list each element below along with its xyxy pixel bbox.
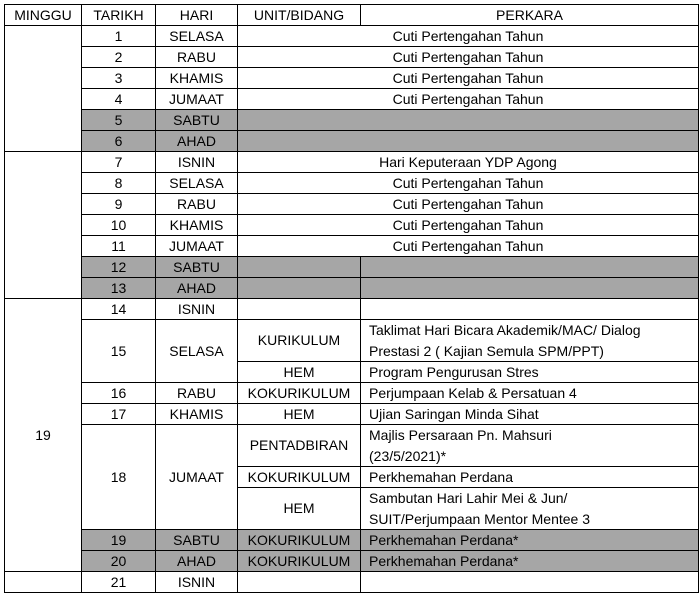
header-unit-text: UNIT/BIDANG xyxy=(253,6,345,23)
tarikh-cell-text: 13 xyxy=(110,279,127,296)
perkara-cell-text: Cuti Pertengahan Tahun xyxy=(392,237,544,254)
perkara-cell xyxy=(360,403,699,425)
tarikh-cell-text: 4 xyxy=(114,90,123,107)
hari-cell-text: AHAD xyxy=(177,279,216,296)
tarikh-cell-text: 16 xyxy=(110,384,127,401)
perkara-cell-text: Taklimat Hari Bicara Akademik/MAC/ Dialog Prestasi 2 ( Kajian Semula SPM/PPT) xyxy=(369,321,641,359)
tarikh-cell-text: 3 xyxy=(114,69,123,86)
perkara-cell xyxy=(360,382,699,404)
tarikh-cell xyxy=(81,46,156,68)
perkara-cell xyxy=(360,361,699,383)
tarikh-cell xyxy=(81,193,156,215)
hari-cell xyxy=(155,235,238,257)
week-cell-text: 19 xyxy=(35,426,51,443)
unit-cell-text: KURIKULUM xyxy=(257,332,341,348)
hari-cell xyxy=(155,382,238,404)
hari-cell xyxy=(155,172,238,194)
tarikh-cell-text: 19 xyxy=(110,531,127,548)
perkara-cell xyxy=(237,109,699,131)
hari-cell-text: AHAD xyxy=(177,552,216,569)
schedule-table xyxy=(4,4,698,604)
tarikh-cell-text: 7 xyxy=(114,153,123,170)
tarikh-cell xyxy=(81,151,156,173)
perkara-cell-text: Cuti Pertengahan Tahun xyxy=(392,27,544,44)
tarikh-cell xyxy=(81,529,156,551)
hari-cell-text: SELASA xyxy=(169,27,224,44)
perkara-cell xyxy=(237,67,699,89)
tarikh-cell xyxy=(81,277,156,299)
unit-cell xyxy=(237,424,361,467)
perkara-cell-text: Perkhemahan Perdana* xyxy=(369,552,519,569)
tarikh-cell xyxy=(81,403,156,425)
tarikh-cell-text: 21 xyxy=(110,573,127,590)
tarikh-cell xyxy=(81,256,156,278)
tarikh-cell-text: 9 xyxy=(114,195,123,212)
tarikh-cell xyxy=(81,88,156,110)
hari-cell xyxy=(155,88,238,110)
unit-cell xyxy=(237,319,361,362)
hari-cell xyxy=(155,67,238,89)
unit-cell xyxy=(237,529,361,551)
hari-cell-text: RABU xyxy=(177,48,216,65)
unit-cell-text: HEM xyxy=(283,363,315,380)
header-tarikh xyxy=(81,4,156,26)
hari-cell-text: SABTU xyxy=(173,531,220,548)
hari-cell xyxy=(155,277,238,299)
hari-cell-text: SELASA xyxy=(169,174,224,191)
perkara-cell-text: Majlis Persaraan Pn. Mahsuri (23/5/2021)* xyxy=(369,426,552,464)
perkara-cell-text: Cuti Pertengahan Tahun xyxy=(392,69,544,86)
unit-cell xyxy=(237,403,361,425)
perkara-cell xyxy=(237,46,699,68)
perkara-cell xyxy=(237,193,699,215)
hari-cell-text: AHAD xyxy=(177,132,216,149)
tarikh-cell xyxy=(81,382,156,404)
tarikh-cell-text: 1 xyxy=(114,27,123,44)
perkara-cell-text: Cuti Pertengahan Tahun xyxy=(392,48,544,65)
hari-cell xyxy=(155,403,238,425)
hari-cell-text: ISNIN xyxy=(177,300,216,317)
hari-cell xyxy=(155,298,238,320)
tarikh-cell xyxy=(81,550,156,572)
perkara-cell-text: Sambutan Hari Lahir Mei & Jun/ SUIT/Perjumpaan Mentor Mentee 3 xyxy=(369,489,590,527)
header-tarikh-text: TARIKH xyxy=(93,6,144,23)
hari-cell xyxy=(155,214,238,236)
hari-cell xyxy=(155,424,238,530)
unit-cell-text: HEM xyxy=(283,500,315,516)
tarikh-cell xyxy=(81,130,156,152)
perkara-cell-text: Cuti Pertengahan Tahun xyxy=(392,174,544,191)
header-perkara-text: PERKARA xyxy=(496,6,563,23)
hari-cell-text: SELASA xyxy=(169,342,224,359)
perkara-cell xyxy=(360,319,699,362)
tarikh-cell xyxy=(81,172,156,194)
unit-cell xyxy=(237,487,361,530)
perkara-cell-text: Program Pengurusan Stres xyxy=(369,363,539,380)
hari-cell xyxy=(155,529,238,551)
hari-cell-text: SABTU xyxy=(173,111,220,128)
hari-cell xyxy=(155,193,238,215)
perkara-cell xyxy=(360,298,699,320)
tarikh-cell-text: 12 xyxy=(110,258,127,275)
header-minggu-text: MINGGU xyxy=(14,6,72,23)
hari-cell-text: RABU xyxy=(177,195,216,212)
unit-cell xyxy=(237,550,361,572)
perkara-cell xyxy=(237,25,699,47)
hari-cell-text: JUMAAT xyxy=(169,90,224,107)
tarikh-cell-text: 20 xyxy=(110,552,127,569)
perkara-cell xyxy=(237,88,699,110)
unit-cell-text: KOKURIKULUM xyxy=(247,468,351,485)
header-hari xyxy=(155,4,238,26)
perkara-cell xyxy=(237,235,699,257)
perkara-cell xyxy=(360,277,699,299)
tarikh-cell-text: 14 xyxy=(110,300,127,317)
tarikh-cell-text: 15 xyxy=(110,342,127,359)
unit-cell-text: KOKURIKULUM xyxy=(247,384,351,401)
unit-cell xyxy=(237,256,361,278)
perkara-cell xyxy=(360,550,699,572)
hari-cell xyxy=(155,109,238,131)
tarikh-cell xyxy=(81,424,156,530)
tarikh-cell-text: 11 xyxy=(111,237,126,254)
unit-cell xyxy=(237,382,361,404)
header-perkara xyxy=(360,4,699,26)
tarikh-cell-text: 6 xyxy=(114,132,123,149)
hari-cell-text: ISNIN xyxy=(177,573,216,590)
tarikh-cell-text: 17 xyxy=(110,405,127,422)
tarikh-cell xyxy=(81,109,156,131)
perkara-cell xyxy=(237,172,699,194)
tarikh-cell-text: 2 xyxy=(114,48,123,65)
header-hari-text: HARI xyxy=(179,6,214,23)
perkara-cell-text: Cuti Pertengahan Tahun xyxy=(392,216,544,233)
tarikh-cell xyxy=(81,25,156,47)
week-cell xyxy=(4,151,82,299)
hari-cell xyxy=(155,256,238,278)
hari-cell xyxy=(155,46,238,68)
perkara-cell-text: Perkhemahan Perdana xyxy=(369,468,513,485)
perkara-cell xyxy=(360,487,699,530)
tarikh-cell xyxy=(81,298,156,320)
tarikh-cell xyxy=(81,235,156,257)
perkara-cell-text: Hari Keputeraan YDP Agong xyxy=(379,153,557,170)
perkara-cell-text: Cuti Pertengahan Tahun xyxy=(392,90,544,107)
hari-cell xyxy=(155,25,238,47)
hari-cell-text: RABU xyxy=(177,384,216,401)
unit-cell-text: HEM xyxy=(283,405,315,422)
perkara-cell-text: Perjumpaan Kelab & Persatuan 4 xyxy=(369,384,577,401)
perkara-cell xyxy=(237,151,699,173)
week-cell xyxy=(4,298,82,572)
hari-cell-text: KHAMIS xyxy=(169,405,224,422)
perkara-cell xyxy=(360,466,699,488)
hari-cell xyxy=(155,550,238,572)
hari-cell-text: JUMAAT xyxy=(169,237,224,254)
tarikh-cell xyxy=(81,319,156,383)
tarikh-cell-text: 5 xyxy=(114,111,123,128)
perkara-cell xyxy=(360,256,699,278)
tarikh-cell-text: 8 xyxy=(114,174,123,191)
unit-cell-text: KOKURIKULUM xyxy=(247,531,351,548)
hari-cell xyxy=(155,319,238,383)
unit-cell xyxy=(237,361,361,383)
hari-cell-text: KHAMIS xyxy=(169,69,224,86)
header-minggu xyxy=(4,4,82,26)
perkara-cell-text: Ujian Saringan Minda Sihat xyxy=(369,405,539,422)
tarikh-cell-text: 18 xyxy=(110,468,127,485)
tarikh-cell xyxy=(81,214,156,236)
unit-cell-text: PENTADBIRAN xyxy=(249,437,349,453)
hari-cell xyxy=(155,130,238,152)
hari-cell-text: KHAMIS xyxy=(169,216,224,233)
document-page xyxy=(4,4,698,604)
unit-cell xyxy=(237,277,361,299)
perkara-cell-text: Cuti Pertengahan Tahun xyxy=(392,195,544,212)
hari-cell-text: SABTU xyxy=(173,258,220,275)
unit-cell xyxy=(237,466,361,488)
header-unit xyxy=(237,4,361,26)
tarikh-cell-text: 10 xyxy=(110,216,127,233)
hari-cell xyxy=(155,151,238,173)
perkara-cell xyxy=(237,130,699,152)
unit-cell xyxy=(237,298,361,320)
perkara-cell xyxy=(237,214,699,236)
perkara-cell-text: Perkhemahan Perdana* xyxy=(369,531,519,548)
hari-cell-text: JUMAAT xyxy=(169,468,224,485)
unit-cell-text: KOKURIKULUM xyxy=(247,552,351,569)
hari-cell-text: ISNIN xyxy=(177,153,216,170)
tarikh-cell xyxy=(81,67,156,89)
week-cell xyxy=(4,25,82,152)
perkara-cell xyxy=(360,424,699,467)
perkara-cell xyxy=(360,529,699,551)
